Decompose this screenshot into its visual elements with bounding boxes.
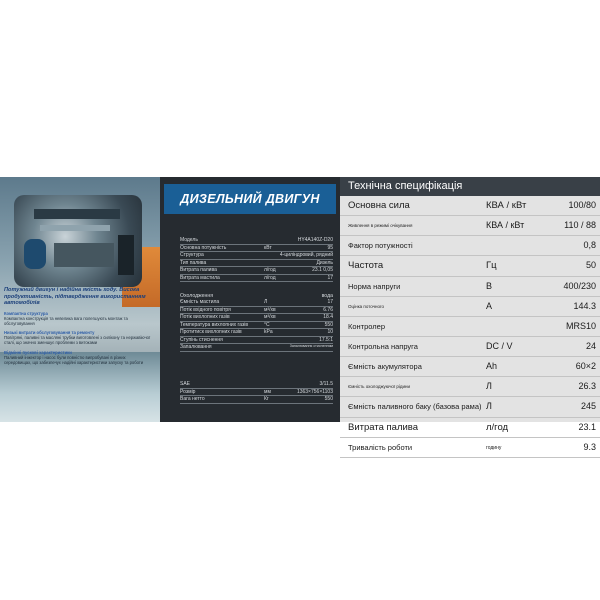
table-row: Ємність паливного баку (базова рама) Л 245 [340,397,600,417]
table-row: Контролер MRS10 [340,317,600,337]
table-row: Протитиск вихлопних газів kPa 10 [180,329,333,336]
feature-text [4,287,154,365]
table-row: Запалювання Запалювання стисненням [180,344,333,351]
product-banner [0,177,600,452]
table-row: Структура 4-циліндровий, рядний [180,252,333,259]
table-row: Контрольна напруга DC / V 24 [340,337,600,357]
engine-spec-table-a [180,237,333,282]
table-row: Витрата палива л/год 23.1 [340,418,600,438]
table-row: SAE 3/11.5 [180,381,333,388]
table-row: Фактор потужності 0,8 [340,236,600,256]
table-row: Частота Гц 50 [340,256,600,276]
table-row: Потік вхідного повітря м³/хв 6.76 [180,306,333,313]
table-row: Тип палива Дизель [180,259,333,266]
table-row: Тривалість роботи годину 9.3 [340,438,600,458]
spec-table [340,196,600,458]
engine-spec-panel [160,177,340,422]
table-row: Оцінка поточного A 144.3 [340,297,600,317]
table-row: Розмір мм 1363×756×1103 [180,388,333,395]
table-row: Норма напруги В 400/230 [340,277,600,297]
feature-heading: Низькі витрати обслуговування та ремонту [4,330,95,336]
table-row: Ємність акумулятора Ah 60×2 [340,357,600,377]
engine-title: ДИЗЕЛЬНИЙ ДВИГУН [164,184,336,214]
engine-spec-table-b [180,292,333,352]
table-row: Вага нетто Кг 550 [180,396,333,403]
table-row: Модель HY4A140Z-D20 [180,237,333,244]
table-row: Потік вихлопних газів м³/хв 18.4 [180,314,333,321]
feature-body: Повітряні, паливні та масляні трубки виготовлені з силікону та нержавіючої сталі, що значно зменшує проблеми з витоками [4,335,151,346]
table-row: Основна сила КВА / кВт 100/80 [340,196,600,216]
table-row: Ступінь стиснення 17.5:1 [180,336,333,343]
table-row: Температура вихлопних газів °C 550 [180,321,333,328]
feature-title: Потужний двигун і надійна якість ходу. Висока продуктивність, підтвердження використанням автомобілів [4,287,146,307]
table-row: Ємність мастила Л 17 [180,299,333,306]
table-row: Живлення в режимі очікування КВА / кВт 110 / 88 [340,216,600,236]
feature-heading: Компактна структура [4,310,48,316]
table-row: Ємність охолоджуючої рідини Л 26.3 [340,377,600,397]
engine-photo-panel [0,177,160,422]
generator-spec-panel [340,177,600,452]
feature-body: Компактна конструкція та невелика вага полегшують монтаж та обслуговування [4,315,128,326]
feature-body: Паливний інжектор і насос були повністю випробувані в різних середовищах, що забезпечує надійні характеристики запуску та роботи [4,354,144,365]
engine-image [14,195,142,287]
cooling-header: Охолодження вода [180,292,333,299]
feature-heading: Відмінні пускові характеристики [4,349,72,355]
table-row: Основна потужність кВт 95 [180,244,333,251]
spec-title: Технічна специфікація [340,177,600,196]
engine-spec-table-c [180,381,333,404]
table-row: Витрата мастила л/год 17 [180,274,333,281]
table-row: Витрата палива л/год 23.1 0,05 [180,267,333,274]
